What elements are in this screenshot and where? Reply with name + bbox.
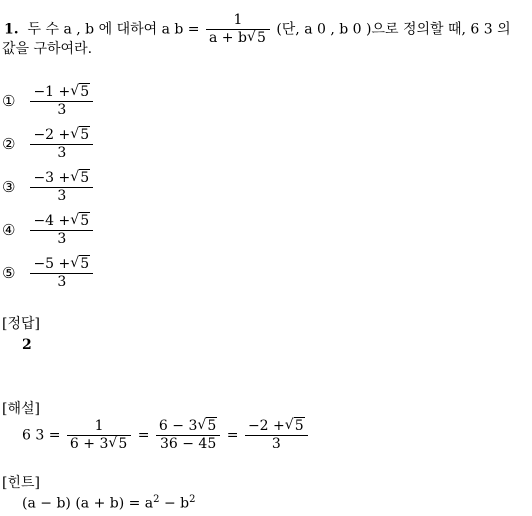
- explanation-fraction-1: [67, 418, 131, 453]
- sqrt-symbol: √ 5: [70, 169, 90, 186]
- question-line2: 값을 구하여라.: [2, 41, 93, 57]
- hint-formula-mid: − b: [159, 495, 190, 512]
- fraction-denominator: 36 − 45: [156, 435, 220, 453]
- answer-label: [정답]: [2, 316, 40, 332]
- choice-denominator: 3: [30, 101, 93, 119]
- choice-fraction: [30, 256, 93, 291]
- fraction-denominator: 3: [245, 435, 308, 453]
- definition-numerator: 1: [233, 12, 243, 28]
- choice-numerator: −5 +: [33, 256, 71, 272]
- choice-mark: ③: [2, 177, 16, 196]
- choice-list: [2, 84, 95, 299]
- sqrt-argument: 5: [118, 436, 128, 452]
- sqrt-symbol: √ 5: [70, 126, 90, 143]
- choice-item[interactable]: [2, 213, 95, 256]
- hint-label: [힌트]: [2, 475, 40, 491]
- equals-sign: =: [226, 427, 239, 444]
- sqrt-argument: 5: [294, 418, 304, 434]
- fraction-denominator: 6 + 3: [69, 436, 109, 452]
- choice-fraction: [30, 84, 93, 119]
- fraction-numerator: 6 − 3: [158, 418, 198, 434]
- choice-fraction: [30, 170, 93, 205]
- choice-mark: ⑤: [2, 263, 16, 282]
- choice-item[interactable]: [2, 127, 95, 170]
- choice-mark: ④: [2, 220, 16, 239]
- choice-mark: ①: [2, 91, 16, 110]
- question-number: 1.: [4, 21, 19, 38]
- choice-fraction: [30, 127, 93, 162]
- sqrt-symbol: √ 5: [108, 435, 128, 452]
- hint-formula-start: (a − b) (a + b) = a: [22, 495, 154, 512]
- question-text-start: 두 수 a , b 에 대하여 a b =: [27, 21, 200, 38]
- choice-numerator: −4 +: [33, 213, 71, 229]
- equals-sign: =: [137, 427, 150, 444]
- sqrt-symbol: √ 5: [70, 83, 90, 100]
- choice-fraction: [30, 213, 93, 248]
- explanation-fraction-2: [156, 418, 220, 453]
- sqrt-symbol: √ 5: [284, 417, 304, 434]
- choice-denominator: 3: [30, 230, 93, 248]
- explanation-label: [해설]: [2, 401, 40, 417]
- sqrt-argument: 5: [207, 418, 217, 434]
- sqrt-symbol: √ 5: [197, 417, 217, 434]
- choice-denominator: 3: [30, 273, 93, 291]
- sqrt-symbol: √ 5: [70, 255, 90, 272]
- definition-denominator: [206, 29, 270, 47]
- choice-mark: ②: [2, 134, 16, 153]
- choice-numerator: −3 +: [33, 170, 71, 186]
- sqrt-symbol: √ 5: [70, 212, 90, 229]
- hint-formula: [22, 494, 196, 512]
- choice-item[interactable]: [2, 84, 95, 127]
- explanation-formula: [22, 418, 310, 453]
- explanation-lhs: 6 3 =: [22, 427, 61, 444]
- choice-item[interactable]: [2, 256, 95, 299]
- answer-value: 2: [22, 337, 32, 353]
- choice-numerator: −1 +: [33, 84, 71, 100]
- definition-denominator-text: a + b: [208, 30, 247, 46]
- sqrt-argument: 5: [80, 127, 90, 143]
- sqrt-argument: 5: [80, 170, 90, 186]
- choice-denominator: 3: [30, 144, 93, 162]
- sqrt-symbol: √ 5: [246, 29, 266, 46]
- explanation-fraction-3: [245, 418, 308, 453]
- fraction-numerator: −2 +: [247, 418, 285, 434]
- sqrt-argument: 5: [80, 213, 90, 229]
- definition-fraction: [206, 12, 270, 47]
- fraction-numerator: 1: [94, 418, 104, 434]
- choice-item[interactable]: [2, 170, 95, 213]
- choice-numerator: −2 +: [33, 127, 71, 143]
- exponent: 2: [189, 494, 196, 505]
- question-text-end: (단, a 0 , b 0 )으로 정의할 때, 6 3 의: [276, 21, 511, 38]
- choice-denominator: 3: [30, 187, 93, 205]
- sqrt-argument: 5: [80, 256, 90, 272]
- exponent: 2: [153, 494, 160, 505]
- sqrt-argument: 5: [80, 84, 90, 100]
- sqrt-argument: 5: [256, 30, 266, 46]
